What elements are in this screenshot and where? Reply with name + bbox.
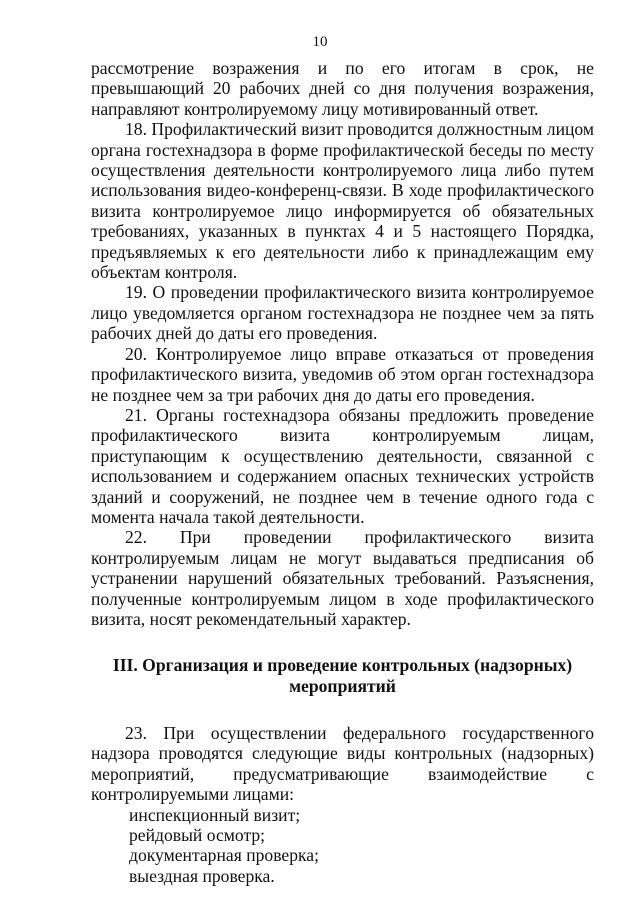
section-heading-line2: мероприятий xyxy=(289,676,396,697)
section-heading xyxy=(91,655,594,697)
paragraph-19: 19. О проведении профилактического визита контролируемое лицо уведомляется органом гостехнадзора не позднее чем за пять рабочих дней до даты его проведения. xyxy=(91,282,594,344)
list-item: рейдовый осмотр; xyxy=(129,825,266,845)
paragraph-21: 21. Органы гостехнадзора обязаны предложить проведение профилактического визита контролируемым лицам, приступающим к осуществлению деятельности, связанной с использованием и содержанием опасных технических устройств зданий и сооружений, не позднее чем в течение одного года с момента начала такой деятельности. xyxy=(91,404,594,527)
list-item: инспекционный визит; xyxy=(129,804,301,825)
paragraph-20: 20. Контролируемое лицо вправе отказаться от проведения профилактического визита, уведомив об этом орган гостехнадзора не позднее чем за три рабочих дня до даты его проведения. xyxy=(91,343,594,405)
event-types-list xyxy=(91,805,594,887)
list-item: документарная проверка; xyxy=(129,845,319,866)
paragraph-continuation: рассмотрение возражения и по его итогам в срок, не превышающий 20 рабочих дней со дня получения возражения, направляют контролируемому лицу мотивированный ответ. xyxy=(91,58,594,119)
paragraph-23: 23. При осуществлении федерального государственного надзора проводятся следующие виды контрольных (надзорных) мероприятий, предусматривающие взаимодействие с контролируемыми лицами: xyxy=(91,722,594,805)
paragraph-18: 18. Профилактический визит проводится должностным лицом органа гостехнадзора в форме профилактической беседы по месту осуществления деятельности контролируемого лица либо путем использования видео-конференц-связи. В ходе профилактического визита контролируемое лицо информируется об обязательных требованиях, указанных в пунктах 4 и 5 настоящего Порядка, предъявляемых к его деятельности либо к принадлежащим ему объектам контроля. xyxy=(91,119,595,283)
paragraph-22: 22. При проведении профилактического визита контролируемым лицам не могут выдаваться предписания об устранении нарушений обязательных требований. Разъяснения, полученные контролируемым лицом в ходе профилактического визита, носят рекомендательный характер. xyxy=(91,527,594,629)
list-item: выездная проверка. xyxy=(129,865,275,886)
section-heading-line1: III. Организация и проведение контрольных (надзорных) xyxy=(112,655,573,676)
document-body xyxy=(91,58,594,886)
page-number: 10 xyxy=(312,34,328,50)
